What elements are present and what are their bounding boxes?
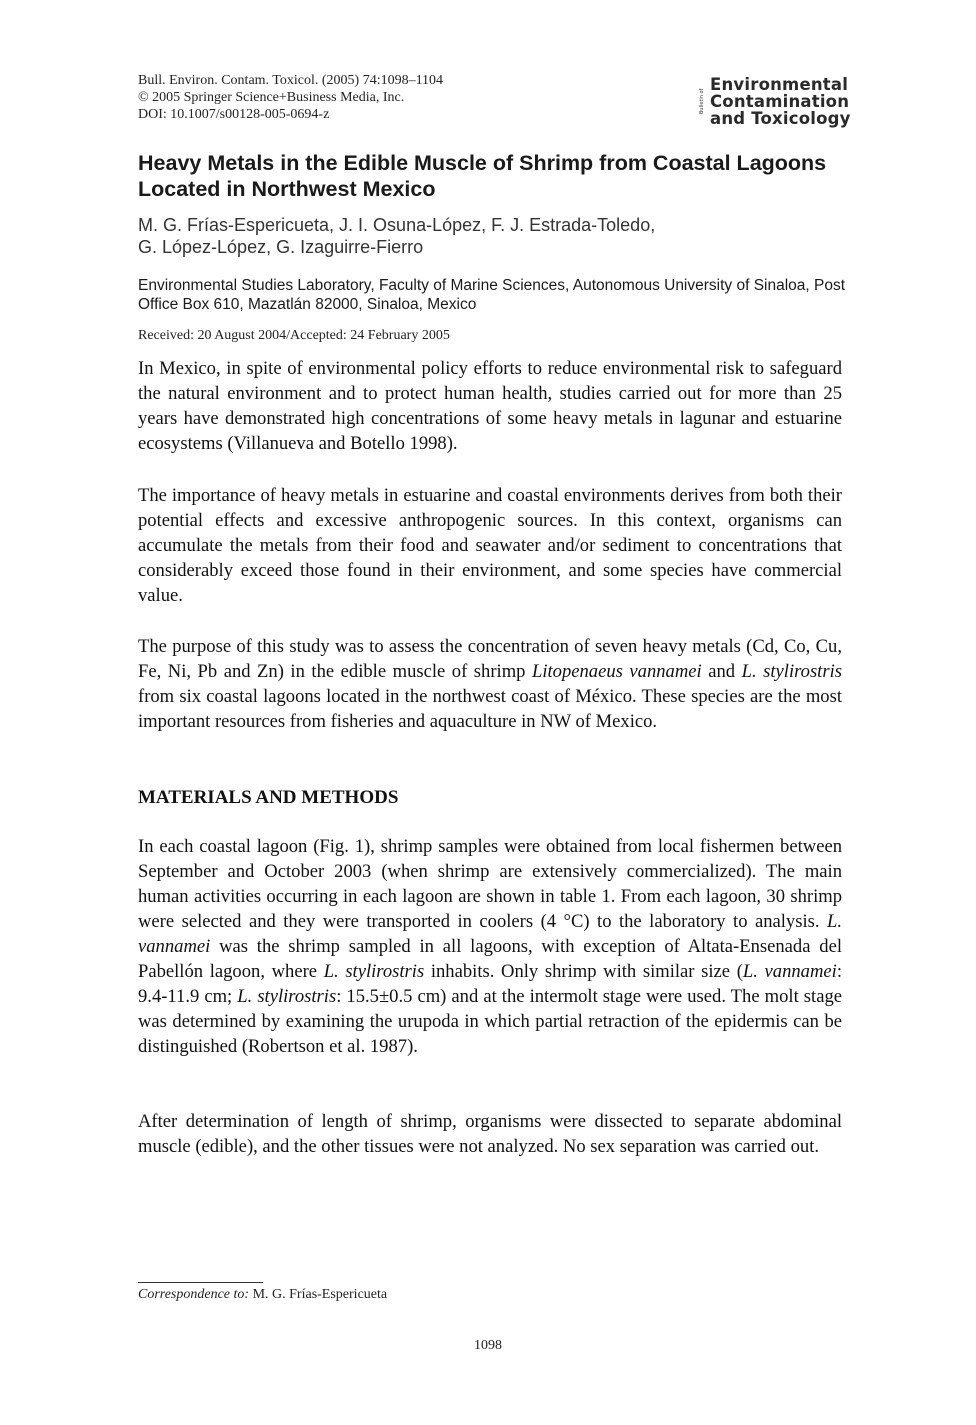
text-run: : 15.5±0.5 cm) and at the intermolt stage were used. The molt stage was determined by examining the urupoda in which partial retraction of the epidermis can be distinguished (Robertson et al. 1987). <box>138 986 842 1057</box>
text-run: In each coastal lagoon (Fig. 1), shrimp samples were obtained from local fishermen between September and October 2003 (when shrimp are extensively commercialized). The main human activities occurring in each lagoon are shown in table 1. From each lagoon, 30 shrimp were selected and they were transported in coolers (4 °C) to the laboratory to analysis. <box>138 836 842 932</box>
article-title: Heavy Metals in the Edible Muscle of Shrimp from Coastal Lagoons Located in Northwest Mexico <box>138 151 827 201</box>
paragraph-dissection: After determination of length of shrimp, organisms were dissected to separate abdominal muscle (edible), and the other tissues were not analyzed. No sex separation was carried out. <box>138 1111 842 1157</box>
journal-logo <box>700 76 868 128</box>
species-name: L. vannamei <box>138 911 842 957</box>
correspondence-label: Correspondence to: <box>138 1287 250 1302</box>
paragraph-intro: In Mexico, in spite of environmental policy efforts to reduce environmental risk to safeguard the natural environment and to protect human health, studies carried out for more than 25 years have demonstrated high concentrations of some heavy metals in lagunar and estuarine ecosystems (Villanueva and Botello 1998). <box>138 358 842 454</box>
species-name: L. stylirostris <box>323 961 425 982</box>
text-run: was the shrimp sampled in all lagoons, with exception of Altata-Ensenada del Pabellón lagoon, where <box>138 936 842 982</box>
text-run: The purpose of this study was to assess the concentration of seven heavy metals (Cd, Co, Cu, Fe, Ni, Pb and Zn) in the edible muscle of shrimp <box>138 636 842 682</box>
author-line-2: G. López-López, G. Izaguirre-Fierro <box>138 237 424 257</box>
citation-block <box>138 72 443 123</box>
affiliation: Environmental Studies Laboratory, Faculty of Marine Sciences, Autonomous University of Sinaloa, Post Office Box 610, Mazatlán 82000, Sinaloa, Mexico <box>138 277 846 313</box>
correspondence-name: M. G. Frías-Espericueta <box>249 1287 388 1302</box>
species-name: L. stylirostris <box>741 661 842 682</box>
journal-logo-line-2: Contamination <box>710 92 850 111</box>
species-name: L. vannamei <box>742 961 837 982</box>
section-heading: MATERIALS AND METHODS <box>138 787 399 808</box>
doi-line: DOI: 10.1007/s00128-005-0694-z <box>138 107 330 122</box>
text-run: : 9.4-11.9 cm; <box>138 961 842 1007</box>
text-run: from six coastal lagoons located in the northwest coast of México. These species are the most important resources from fisheries and aquaculture in NW of Mexico. <box>138 686 842 732</box>
footnote-divider <box>138 1282 263 1283</box>
paragraph-sampling <box>138 834 842 1059</box>
text-run: inhabits. Only shrimp with similar size ( <box>424 961 743 982</box>
author-list <box>138 214 858 258</box>
journal-logo-side-text: Bulletin of <box>699 88 705 114</box>
paragraph-importance: The importance of heavy metals in estuarine and coastal environments derives from both their potential effects and excessive anthropogenic sources. In this context, organisms can accumulate the metals from their food and seawater and/or sediment to concentrations that considerably exceed those found in their environment, and some species have commercial value. <box>138 485 842 606</box>
species-name: L. stylirostris <box>237 986 337 1007</box>
author-line-1: M. G. Frías-Espericueta, J. I. Osuna-López, F. J. Estrada-Toledo, <box>138 215 656 235</box>
journal-logo-line-1: Environmental <box>710 75 849 94</box>
copyright-line: © 2005 Springer Science+Business Media, Inc. <box>138 90 405 105</box>
page-number: 1098 <box>474 1338 502 1353</box>
citation-line: Bull. Environ. Contam. Toxicol. (2005) 74:1098–1104 <box>138 73 444 88</box>
species-name: Litopenaeus vannamei <box>531 661 702 682</box>
text-run: and <box>701 661 742 682</box>
received-date: Received: 20 August 2004/Accepted: 24 February 2005 <box>138 328 450 343</box>
correspondence-footnote <box>138 1286 387 1303</box>
journal-logo-line-3: and Toxicology <box>710 109 851 128</box>
paragraph-purpose <box>138 634 842 734</box>
